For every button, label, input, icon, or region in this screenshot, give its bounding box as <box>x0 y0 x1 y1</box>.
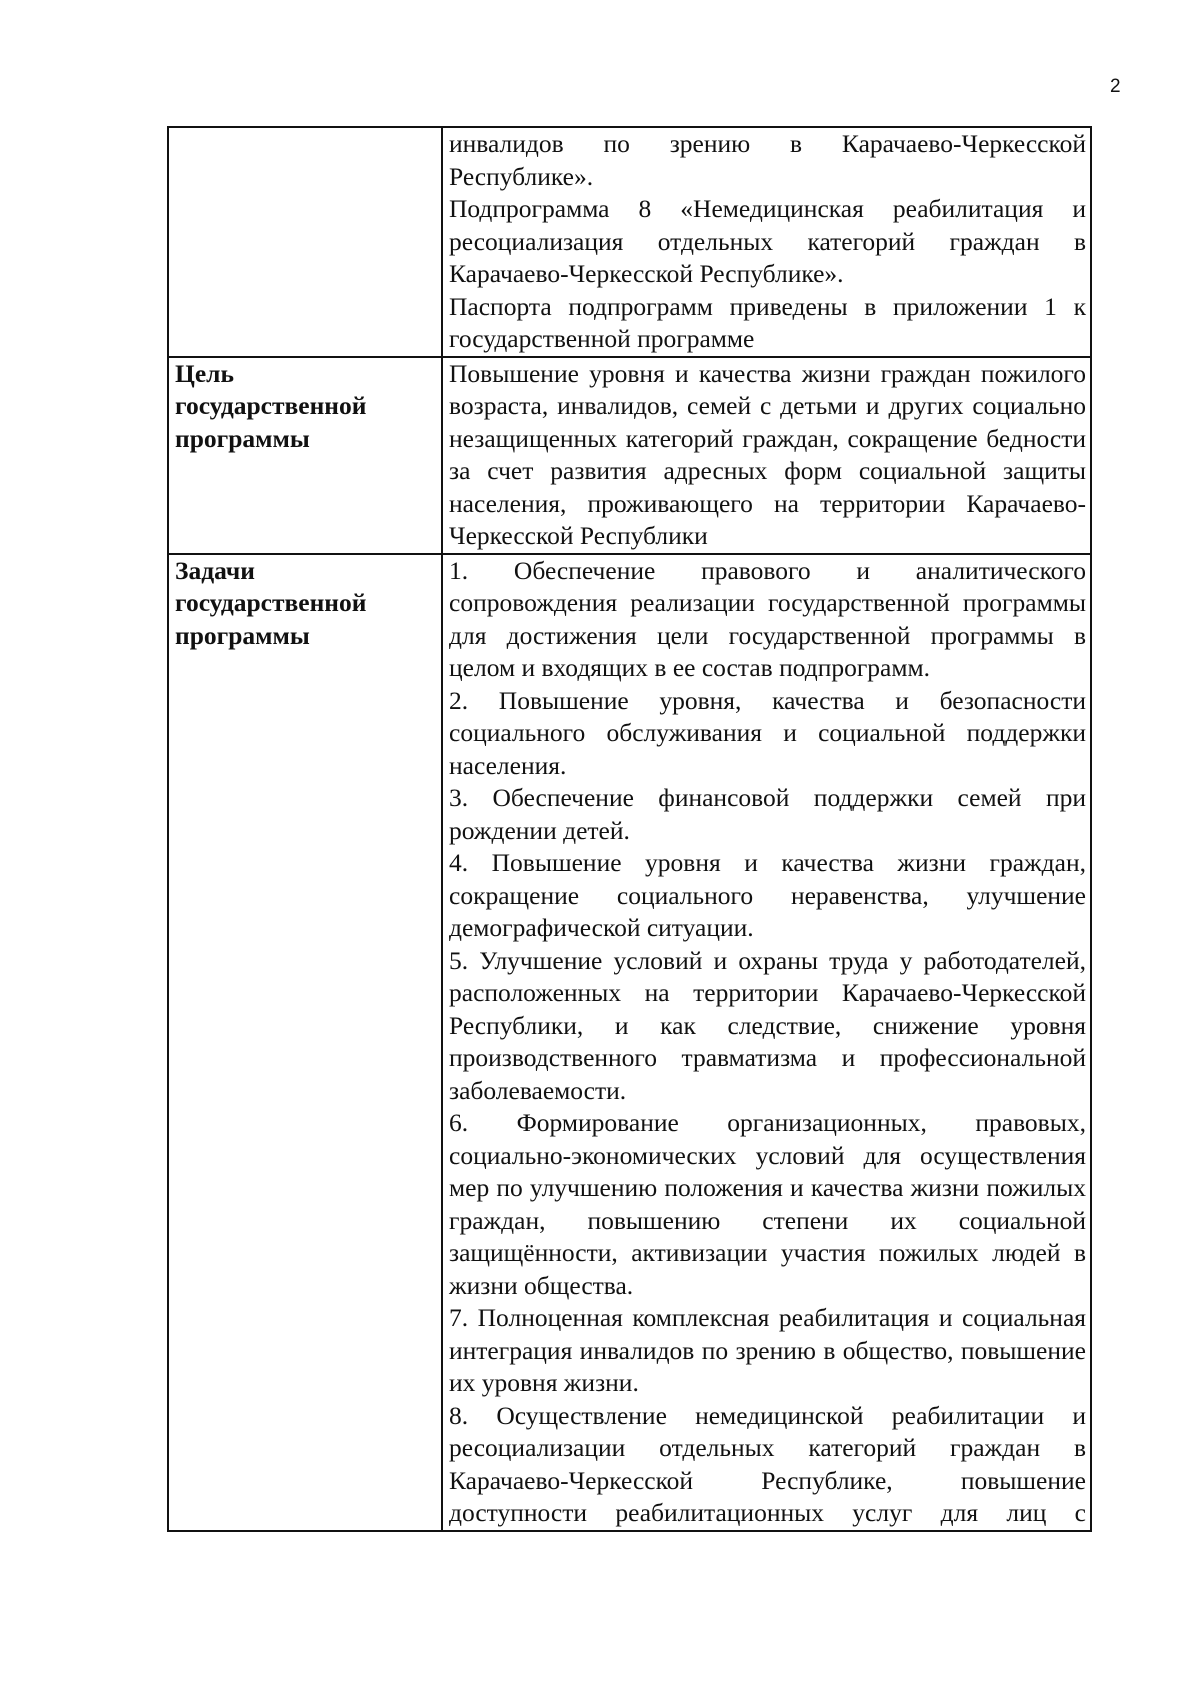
row-label-line: Задачи <box>175 555 255 585</box>
table-row <box>168 554 1091 1531</box>
row-label-line: государственной <box>175 391 367 420</box>
table-row <box>168 357 1091 554</box>
value-paragraph: 1. Обеспечение правового и аналитического сопровождения реализации государственной программы для достижения цели государственной программы в целом и входящих в ее состав подпрограмм. <box>449 555 1086 682</box>
value-paragraph: 3. Обеспечение финансовой поддержки семей при рождении детей. <box>449 783 1086 845</box>
page-number: 2 <box>1110 76 1121 97</box>
table-row <box>168 127 1091 357</box>
row-label-cell <box>168 127 442 357</box>
value-paragraph: 8. Осуществление немедицинской реабилитации и ресоциализации отдельных категорий граждан в Карачаево-Черкесской Республике, повышение доступности реабилитационных услуг для лиц с <box>449 1400 1086 1527</box>
value-paragraph: инвалидов по зрению в Карачаево-Черкесской Республике». <box>449 129 1086 191</box>
row-label-line: государственной <box>175 588 367 617</box>
row-value-cell <box>442 127 1091 357</box>
row-label-line: программы <box>175 620 310 650</box>
value-paragraph: 6. Формирование организационных, правовых, социально-экономических условий для осуществления мер по улучшению положения и качества жизни пожилых граждан, повышению степени их социальной защищённости, активизации участия пожилых людей в жизни общества. <box>449 1108 1086 1300</box>
value-paragraph: Подпрограмма 8 «Немедицинская реабилитация и ресоциализация отдельных категорий граждан в Карачаево-Черкесской Республике». <box>449 194 1086 288</box>
row-label-cell <box>168 357 442 554</box>
value-paragraph: 2. Повышение уровня, качества и безопасности социального обслуживания и социальной поддержки населения. <box>449 685 1086 780</box>
value-paragraph: Повышение уровня и качества жизни граждан пожилого возраста, инвалидов, семей с детьми и других социально незащищенных категорий граждан, сокращение бедности за счет развития адресных форм социальной защиты населения, проживающего на территории Карачаево-Черкесской Республики <box>449 358 1086 550</box>
row-label-cell <box>168 554 442 1531</box>
value-paragraph: 5. Улучшение условий и охраны труда у работодателей, расположенных на территории Карачаево-Черкесской Республики, и как следствие, снижение уровня производственного травматизма и профессиональной заболеваемости. <box>449 945 1086 1105</box>
program-passport-table <box>167 126 1092 1532</box>
row-label-line: Цель <box>175 358 234 388</box>
value-paragraph: 7. Полноценная комплексная реабилитация и социальная интеграция инвалидов по зрению в общество, повышение их уровня жизни. <box>449 1303 1086 1397</box>
row-value-cell <box>442 554 1091 1531</box>
value-paragraph: 4. Повышение уровня и качества жизни граждан, сокращение социального неравенства, улучшение демографической ситуации. <box>449 848 1086 942</box>
row-value-cell <box>442 357 1091 554</box>
row-label-line: программы <box>175 423 310 453</box>
value-paragraph: Паспорта подпрограмм приведены в приложении 1 к государственной программе <box>449 291 1086 353</box>
